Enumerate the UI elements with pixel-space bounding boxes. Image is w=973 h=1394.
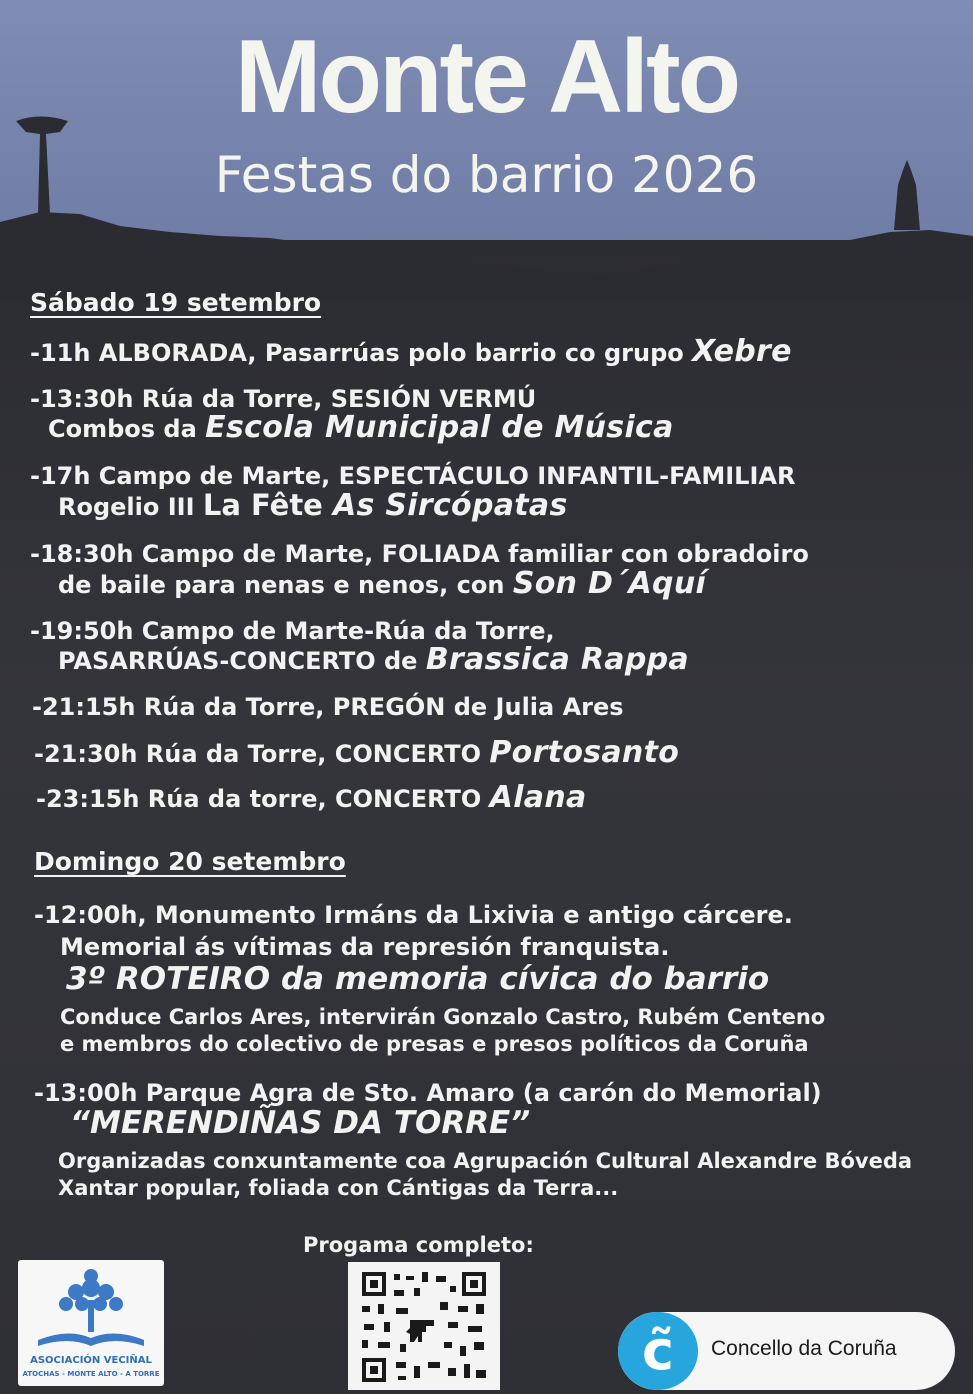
- tree-book-icon: [18, 1260, 164, 1360]
- event-line: [34, 735, 680, 770]
- event-text: Organizadas conxuntamente coa Agrupación Cultural Alexandre Bóveda: [58, 1149, 913, 1173]
- event-text: Xantar popular, foliada con Cántigas da Terra...: [58, 1176, 619, 1200]
- event-text: Combos da: [48, 415, 206, 443]
- concello-logo: [618, 1312, 955, 1390]
- qr-code-icon: [348, 1262, 500, 1390]
- event-line: [60, 932, 669, 962]
- event-text: Conduce Carlos Ares, intervirán Gonzalo Castro, Rubém Centeno: [60, 1005, 826, 1029]
- event-line: [32, 692, 624, 722]
- association-subname: ATOCHAS - MONTE ALTO - A TORRE: [22, 1370, 160, 1378]
- concello-glyph: c̃: [641, 1319, 674, 1382]
- event-text: de baile para nenas e nenos, con: [58, 571, 513, 599]
- event-text: -19:50h Campo de Marte-Rúa da Torre,: [30, 617, 555, 645]
- event-performer: Xebre: [692, 334, 792, 369]
- event-line: [66, 961, 770, 997]
- event-performer: La Fête: [202, 488, 333, 522]
- event-text: e membros do colectivo de presas e presos políticos da Coruña: [60, 1032, 809, 1056]
- event-line: [60, 1031, 809, 1058]
- event-line: [58, 1148, 912, 1175]
- event-performer: Son D´Aquí: [512, 566, 707, 601]
- event-line: [58, 642, 689, 677]
- event-line: [60, 1004, 825, 1031]
- event-line: [36, 780, 587, 815]
- poster-subtitle: Festas do barrio 2026: [214, 146, 759, 204]
- association-name: ASOCIACIÓN VECIÑAL: [30, 1355, 152, 1366]
- event-text: -18:30h Campo de Marte, FOLIADA familiar con obradoiro: [30, 540, 809, 568]
- event-text: Memorial ás vítimas da represión franquista.: [60, 933, 670, 961]
- program-label: Progama completo:: [303, 1233, 534, 1257]
- event-line: [30, 334, 792, 369]
- event-line: [34, 900, 793, 930]
- concello-c-icon: [618, 1312, 698, 1390]
- concello-name: Concello da Coruña: [711, 1337, 897, 1360]
- event-text: -21:30h Rúa da Torre, CONCERTO: [34, 740, 490, 768]
- event-performer: As Sircópatas: [332, 488, 568, 523]
- event-performer: Alana: [489, 780, 587, 815]
- event-text: -13:00h Parque Agra de Sto. Amaro (a carón do Memorial): [34, 1079, 822, 1107]
- event-text: -23:15h Rúa da torre, CONCERTO: [36, 785, 490, 813]
- event-text: -12:00h, Monumento Irmáns da Lixivia e antigo cárcere.: [34, 901, 793, 929]
- event-line: [70, 1105, 531, 1141]
- event-highlight: “MERENDIÑAS DA TORRE”: [70, 1105, 531, 1141]
- event-line: [30, 461, 795, 491]
- event-line: [58, 490, 568, 522]
- association-logo: [18, 1260, 164, 1386]
- event-line: [30, 539, 809, 569]
- poster-title: Monte Alto: [234, 19, 739, 135]
- event-text: -13:30h Rúa da Torre, SESIÓN VERMÚ: [30, 385, 537, 413]
- event-performer: Escola Municipal de Música: [205, 410, 674, 445]
- event-line: [48, 410, 674, 445]
- event-text: PASARRÚAS-CONCERTO de: [58, 647, 426, 675]
- event-text: -21:15h Rúa da Torre, PREGÓN de Julia Ares: [32, 693, 624, 721]
- event-text: Rogelio III: [58, 493, 203, 521]
- event-performer: Portosanto: [489, 735, 680, 770]
- event-line: [58, 1175, 618, 1202]
- event-performer: Brassica Rappa: [425, 642, 689, 677]
- event-text: -11h ALBORADA, Pasarrúas polo barrio co grupo: [30, 339, 693, 367]
- saturday-heading: Sábado 19 setembro: [30, 288, 322, 317]
- sunday-heading: Domingo 20 setembro: [34, 847, 346, 876]
- event-text: -17h Campo de Marte, ESPECTÁCULO INFANTIL-FAMILIAR: [30, 462, 796, 490]
- event-line: [58, 566, 707, 601]
- event-highlight: 3º ROTEIRO da memoria cívica do barrio: [66, 961, 770, 997]
- event-line: [34, 1078, 822, 1108]
- qr-code[interactable]: [348, 1262, 500, 1390]
